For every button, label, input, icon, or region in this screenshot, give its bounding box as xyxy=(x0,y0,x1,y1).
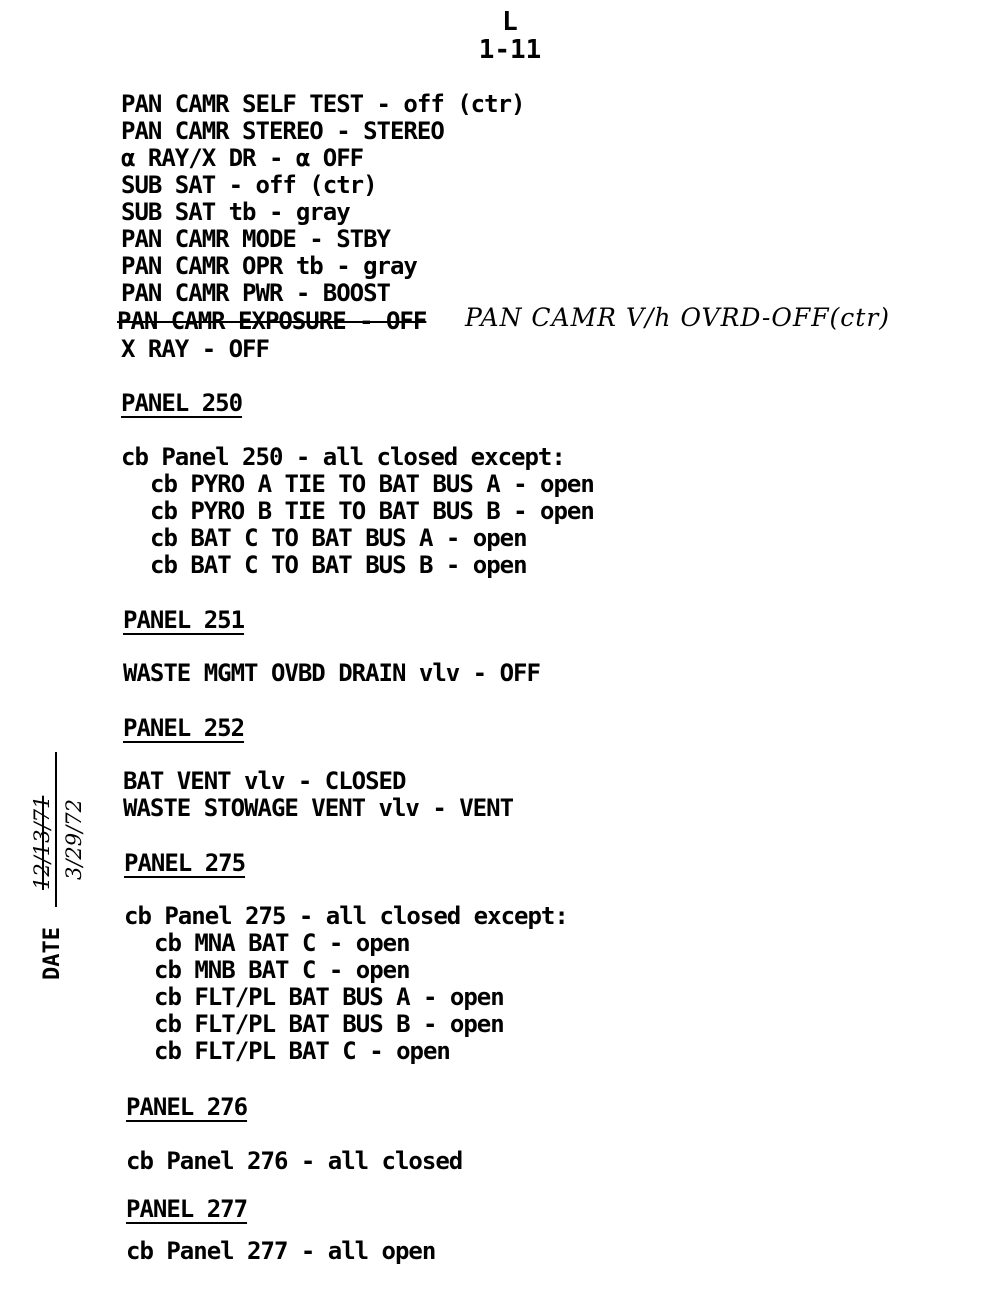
panel-250-heading: PANEL 250 xyxy=(121,389,243,417)
revision-date: 3/29/72 xyxy=(62,799,86,880)
handwritten-revision: PAN CAMR V/h OVRD-OFF(ctr) xyxy=(465,303,891,332)
checklist-item: X RAY - OFF xyxy=(121,335,269,363)
page-letter: L xyxy=(502,7,518,37)
panel-275-intro: cb Panel 275 - all closed except: xyxy=(124,902,568,930)
checklist-item: α RAY/X DR - α OFF xyxy=(121,144,364,172)
panel-251-item: WASTE MGMT OVBD DRAIN vlv - OFF xyxy=(123,659,540,687)
panel-276-heading: PANEL 276 xyxy=(126,1093,248,1121)
panel-250-item: cb BAT C TO BAT BUS A - open xyxy=(150,524,527,552)
checklist-item: PAN CAMR MODE - STBY xyxy=(121,225,390,253)
panel-250-item: cb PYRO B TIE TO BAT BUS B - open xyxy=(150,497,594,525)
panel-252-heading: PANEL 252 xyxy=(123,714,245,742)
page-number: 1-11 xyxy=(478,35,542,65)
date-divider-line xyxy=(55,752,57,907)
panel-277-heading: PANEL 277 xyxy=(126,1195,248,1223)
panel-275-item: cb MNB BAT C - open xyxy=(154,956,410,984)
superseded-date: 12/13/71 xyxy=(30,795,54,890)
panel-252-item: BAT VENT vlv - CLOSED xyxy=(123,767,406,795)
checklist-item: PAN CAMR SELF TEST - off (ctr) xyxy=(121,90,525,118)
panel-251-heading: PANEL 251 xyxy=(123,606,245,634)
struck-checklist-item: PAN CAMR EXPOSURE - OFF xyxy=(117,307,427,335)
panel-275-item: cb FLT/PL BAT BUS B - open xyxy=(154,1010,504,1038)
panel-276-intro: cb Panel 276 - all closed xyxy=(126,1147,463,1175)
panel-275-item: cb MNA BAT C - open xyxy=(154,929,410,957)
panel-275-heading: PANEL 275 xyxy=(124,849,246,877)
date-label: DATE xyxy=(40,927,65,980)
panel-275-item: cb FLT/PL BAT BUS A - open xyxy=(154,983,504,1011)
checklist-item: PAN CAMR PWR - BOOST xyxy=(121,279,390,307)
panel-275-item: cb FLT/PL BAT C - open xyxy=(154,1037,450,1065)
checklist-item: PAN CAMR STEREO - STEREO xyxy=(121,117,444,145)
panel-250-item: cb PYRO A TIE TO BAT BUS A - open xyxy=(150,470,594,498)
panel-250-item: cb BAT C TO BAT BUS B - open xyxy=(150,551,527,579)
panel-250-intro: cb Panel 250 - all closed except: xyxy=(121,443,565,471)
checklist-item: SUB SAT - off (ctr) xyxy=(121,171,377,199)
checklist-item: PAN CAMR OPR tb - gray xyxy=(121,252,417,280)
panel-277-intro: cb Panel 277 - all open xyxy=(126,1237,436,1265)
checklist-item: SUB SAT tb - gray xyxy=(121,198,350,226)
panel-252-item: WASTE STOWAGE VENT vlv - VENT xyxy=(123,794,514,822)
